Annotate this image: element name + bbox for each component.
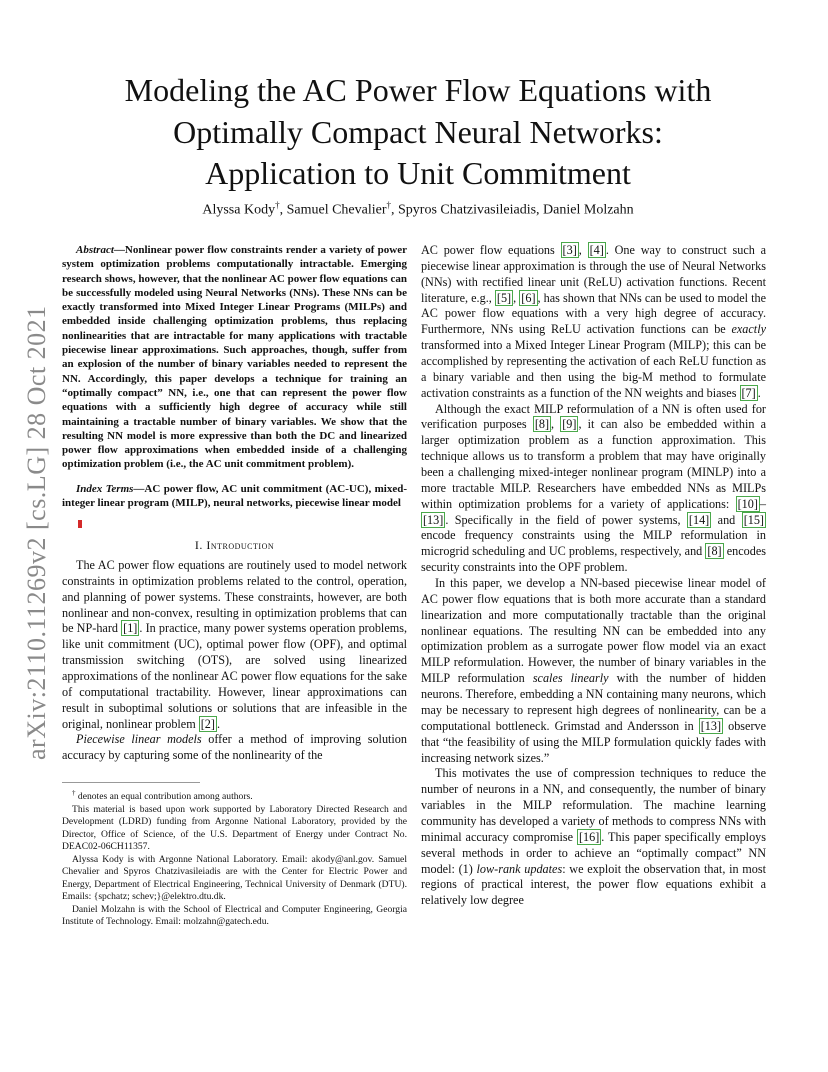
text-run: with the number of hidden neurons. Therefore, embedding a NN containing many neurons, which may be necessary to represent high degrees of nonlinearity, can be a computational bottleneck. Grimstad and Andersson in [421,671,766,733]
emphasis-text: Piecewise linear models [76,732,202,747]
author-names-rest: , Spyros Chatzivasileiadis, Daniel Molzahn [391,202,634,218]
section-heading: I. Introduction [194,538,275,553]
text-run: , has shown that NNs can be used to model the AC power flow equations with a very high degree of accuracy. Furthermore, NNs using ReLU activation functions can be [421,290,766,337]
index-terms-text: —AC power flow, AC unit commitment (AC-UC), mixed-integer linear program (MILP), neural networks, piecewise linear model [62,482,407,510]
abstract [62,243,407,472]
footnote [62,789,407,804]
citation-link[interactable]: [8] [534,417,550,432]
text-run: offer a method of improving solution accuracy by capturing some of the nonlinearity of the [62,732,407,763]
index-terms [62,482,407,511]
author-list [60,200,776,219]
text-run: Although the exact MILP reformulation of a NN is often used for verification purposes [421,401,766,432]
equal-contribution-mark: † [275,200,280,210]
text-run: and [711,512,742,527]
text-run: – [759,496,766,511]
text-run: : we exploit the observation that, in most regions of practical interest, the power flow equations exhibit a relatively low degree [421,861,767,908]
left-column [62,243,407,928]
body-paragraph [421,402,766,576]
text-run: , [578,243,588,257]
text-run: , [513,290,520,305]
author-name: , Samuel Chevalier [279,202,387,218]
text-run: , [551,417,561,432]
citation-link[interactable]: [9] [562,417,577,432]
citation-link[interactable]: [5] [496,290,512,305]
index-terms-lead: Index Terms [76,482,134,495]
citation-link[interactable]: [14] [688,512,710,527]
text-run: observe that “the feasibility of using the MILP formulation quickly fades with increasing network sizes.” [421,718,766,765]
text-run: The AC power flow equations are routinely used to model network constraints in optimization problems related to the control, operation, and planning of power systems. These constraints, however, are both nonlinear and non-convex, resulting in optimization problems that can be NP-hard [62,557,407,636]
text-run: transformed into a Mixed Integer Linear Program (MILP); this can be accomplished by representing the activation of each ReLU function as a binary variable and then using the big-M method to formulate activation constraints as a function of the NN weights and biases [421,338,766,400]
footnote: Alyssa Kody is with Argonne National Laboratory. Email: akody@anl.gov. Samuel Chevalier and Spyros Chatzivasileiadis are with the Center for Electric Power and Energy, Department of Electrical Engineering, Technical University of Denmark (DTU). Emails: {spchatz; schev;}@elektro.dtu.dk. [62,853,407,903]
footnote-rule [62,782,200,783]
text-run: . Specifically in the field of power systems, [445,512,687,527]
citation-link[interactable]: [15] [743,512,764,527]
arxiv-side-identifier [14,290,54,770]
abstract-lead: Abstract [76,244,114,256]
footnote: Daniel Molzahn is with the School of Electrical and Computer Engineering, Georgia Institute of Technology. Email: molzahn@gatech.edu. [62,903,407,927]
text-run: encode frequency constraints using the MILP reformulation in microgrid scheduling and UC problems, respectively, and [421,528,766,559]
text-run: . [757,385,761,400]
text-run: . This paper specifically employs several methods in order to achieve an “optimally compact” NN model: (1) [421,829,766,876]
text-run: . One way to construct such a piecewise linear approximation is through the use of Neural Networks (NNs) with rectified linear unit (ReLU) activation functions. Recent literature, e.g., [421,243,767,305]
citation-link[interactable]: [8] [707,544,722,559]
text-run: . In practice, many power systems operation problems, like unit commitment (UC), optimal power flow (OPF), and optimal transmission switching (OTS), are solved using linearized approximations of the nonlinear AC power flow equations for the sake of computational tractability. However, linear approximations can result in suboptimal solutions or solutions that are infeasible in the original, nonlinear problem [62,621,407,731]
citation-link[interactable]: [13] [700,718,722,733]
emphasis-text: exactly [731,322,766,337]
footnotes [62,789,407,928]
body-paragraph [421,576,766,766]
emphasis-text: scales linearly [532,671,609,686]
title-line: Modeling the AC Power Flow Equations with [124,72,712,108]
body-paragraph [421,243,766,402]
citation-link[interactable]: [16] [578,829,600,844]
annotation-marker [78,520,82,528]
citation-link[interactable]: [10] [737,496,758,511]
right-column [421,243,766,909]
body-paragraph [421,766,766,909]
text-run: , it can also be embedded within a larger optimization problem as a function approximation. This technique allows us to transform a problem that may have originally been a challenging mixed-integer nonlinear program (MINLP) into a more tractable MILP. Researchers have embedded NNs as MILPs within optimization problems for a variety of applications: [421,417,767,511]
citation-link[interactable]: [3] [562,243,577,257]
emphasis-text: low-rank updates [476,861,563,876]
author-name: Alyssa Kody [202,202,276,218]
footnote-mark: † [72,789,76,798]
abstract-text: —Nonlinear power flow constraints render a variety of power system optimization problems computationally intractable. Emerging research shows, however, that the nonlinear AC power flow equations can be successfully modeled using Neural Networks (NNs). These NNs can be exactly transformed into Mixed Integer Linear Programs (MILPs) and embedded inside challenging optimization problems, thus replacing nonlinearities that are intractable for many applications with tractable piecewise linear approximations. Such approaches, though, suffer from an explosion of the number of binary variables needed to represent the NN. Accordingly, this paper develops a technique for training an “optimally compact” NN, i.e., one that can represent the power flow equations with a sufficiently high degree of accuracy while still maintaining a tractable number of binary variables. We show that the resulting NN model is more expressive than both the DC and linearized power flow approximations when embedded inside of a challenging optimization problem (i.e., the AC unit commitment problem). [62,244,407,471]
body-paragraph [62,558,407,732]
text-run: encodes security constraints into the OPF problem. [421,544,766,575]
footnote-text: denotes an equal contribution among authors. [75,791,253,803]
text-run: . [216,716,221,731]
title-line: Application to Unit Commitment [205,155,631,192]
citation-link[interactable]: [7] [741,385,756,400]
equal-contribution-mark: † [386,200,392,210]
citation-link[interactable]: [4] [589,243,604,257]
title-line: Optimally Compact Neural Networks: [173,113,663,150]
text-run: In this paper, we develop a NN-based piecewise linear model of AC power flow equations that is both more accurate than a standard linearization and more computationally tractable than the original nonlinear equations. The resulting NN can be embedded into any optimization problem as a surrogate power flow model via an exact MILP reformulation. However, the number of binary variables in the MILP reformulation [421,576,766,686]
paper-title [60,70,776,195]
citation-link[interactable]: [2] [200,716,215,731]
body-paragraph [62,732,407,764]
citation-link[interactable]: [13] [423,512,444,527]
text-run: AC power flow equations [421,243,561,257]
footnote: This material is based upon work supported by Laboratory Directed Research and Development (LDRD) funding from Argonne National Laboratory, provided by the Director, Office of Science, of the U.S. Department of Energy under Contract No. DEAC02-06CH11357. [62,803,407,853]
text-run: This motivates the use of compression techniques to reduce the number of neurons in a NN, and consequently, the number of binary variables in the MILP reformulation. The machine learning community has developed a variety of methods to compress NNs with minimal accuracy compromise [421,766,766,844]
citation-link[interactable]: [6] [521,290,536,305]
citation-link[interactable]: [1] [123,621,138,636]
arxiv-identifier-text: arXiv:2110.11269v2 [cs.LG] 28 Oct 2021 [22,305,51,760]
